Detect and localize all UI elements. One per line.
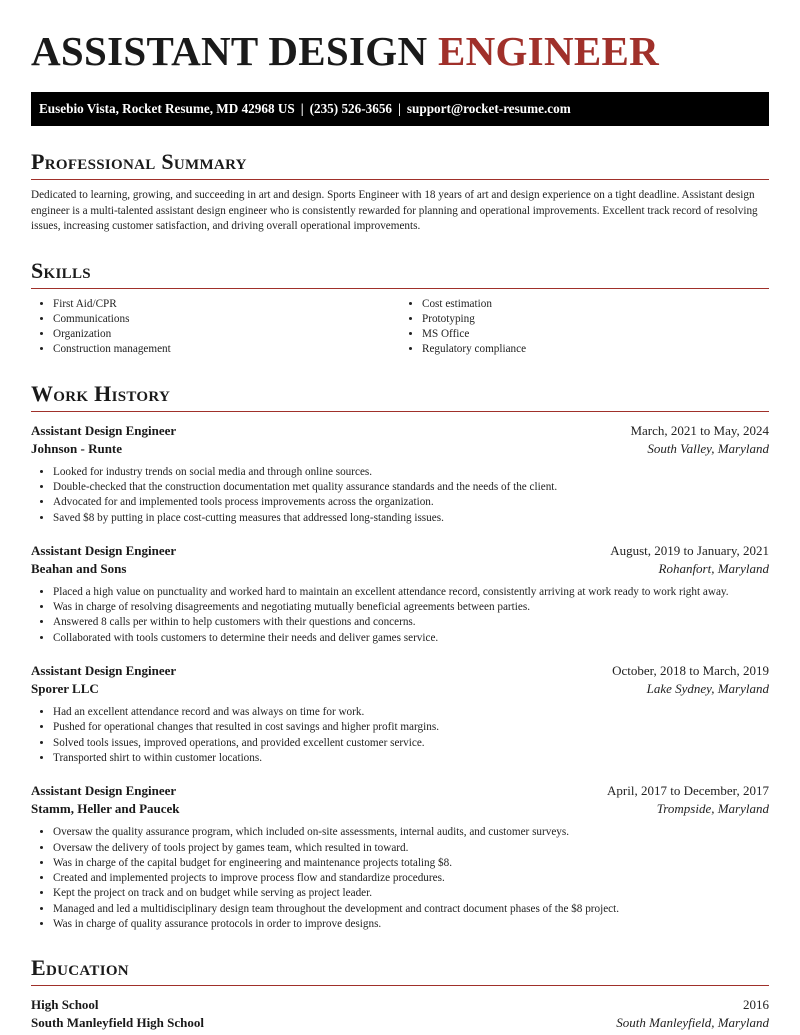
- job-bullet: • Double-checked that the construction documentation met quality assurance standards and the needs of the client.: [53, 480, 769, 495]
- job-bullets: [31, 585, 769, 646]
- skill-item: • Organization: [53, 327, 400, 342]
- job-bullet: • Oversaw the quality assurance program, which included on-site assessments, internal audits, and customer surveys.: [53, 825, 769, 840]
- skill-item: • First Aid/CPR: [53, 297, 400, 312]
- job-bullet: • Was in charge of resolving disagreements and negotiating mutually beneficial agreements between parties.: [53, 600, 769, 615]
- job-company: Beahan and Sons: [31, 560, 127, 576]
- contact-address: Eusebio Vista, Rocket Resume, MD 42968 US: [39, 101, 295, 116]
- title-main: ASSISTANT DESIGN: [31, 28, 428, 74]
- job-location: Trompside, Maryland: [656, 801, 769, 817]
- job-bullet: • Looked for industry trends on social media and through online sources.: [53, 465, 769, 480]
- education-entry: [31, 996, 769, 1032]
- work-history-heading: Work History: [31, 380, 171, 406]
- job-bullet: • Transported shirt to within customer locations.: [53, 751, 769, 766]
- summary-text: Dedicated to learning, growing, and succeeding in art and design. Sports Engineer with 18 years of art and design experience on a tight deadline. Assistant design engineer is a multi-talented assistant design engineer who is consistently rewarded for planning and operational improvements. Excellent track record of resolving issues, increasing customer satisfaction, and driving overall operational improvements.: [31, 189, 758, 232]
- job-bullet: • Pushed for operational changes that resulted in cost savings and higher profit margins.: [53, 720, 769, 735]
- skill-item: • Cost estimation: [422, 297, 769, 312]
- contact-phone: (235) 526-3656: [309, 101, 393, 116]
- education-location: South Manleyfield, Maryland: [616, 1015, 769, 1031]
- job-company: Stamm, Heller and Paucek: [31, 801, 180, 817]
- job-bullet: • Saved $8 by putting in place cost-cutting measures that addressed long-standing issues.: [53, 511, 769, 526]
- education-year: 2016: [743, 997, 769, 1013]
- skills-heading: Skills: [31, 257, 91, 283]
- education-degree: High School: [31, 997, 99, 1013]
- job-dates: August, 2019 to January, 2021: [610, 542, 769, 558]
- contact-bar: [31, 92, 769, 126]
- summary-heading: Professional Summary: [31, 149, 247, 174]
- job-bullet: • Answered 8 calls per within to help customers with their questions and concerns.: [53, 615, 769, 630]
- job-location: Lake Sydney, Maryland: [646, 681, 769, 697]
- skills-list: [31, 297, 769, 358]
- skills-column-left: [31, 297, 400, 358]
- job-bullet: • Created and implemented projects to improve process flow and standardize procedures.: [53, 871, 769, 886]
- job-location: Rohanfort, Maryland: [658, 560, 769, 576]
- job-location: South Valley, Maryland: [647, 440, 769, 456]
- job-company: Johnson - Runte: [31, 440, 123, 456]
- job-bullets: [31, 705, 769, 766]
- job-bullet: • Was in charge of quality assurance protocols in order to improve designs.: [53, 917, 769, 932]
- job-bullet: • Kept the project on track and on budget while serving as project leader.: [53, 886, 769, 901]
- job-entry: [31, 662, 769, 766]
- skill-item: • Communications: [53, 312, 400, 327]
- job-company: Sporer LLC: [31, 681, 99, 697]
- skill-item: • Prototyping: [422, 312, 769, 327]
- job-bullet: • Had an excellent attendance record and was always on time for work.: [53, 705, 769, 720]
- job-title: Assistant Design Engineer: [31, 783, 177, 799]
- job-dates: April, 2017 to December, 2017: [607, 783, 769, 799]
- job-title: Assistant Design Engineer: [31, 422, 177, 438]
- job-entry: [31, 542, 769, 646]
- job-bullet: • Placed a high value on punctuality and worked hard to maintain an excellent attendance record, consistently arriving at work ready to work right away.: [53, 585, 769, 600]
- skill-item: • MS Office: [422, 327, 769, 342]
- skill-item: • Construction management: [53, 342, 400, 357]
- skills-column-right: [400, 297, 769, 358]
- contact-separator: |: [398, 101, 401, 116]
- job-bullets: [31, 825, 769, 932]
- section-divider: [31, 985, 769, 986]
- job-bullet: • Managed and led a multidisciplinary design team throughout the development and contract document phases of the $8 project.: [53, 902, 769, 917]
- section-divider: [31, 288, 769, 289]
- resume-title: [31, 28, 769, 74]
- skill-item: • Regulatory compliance: [422, 342, 769, 357]
- contact-email[interactable]: support@rocket-resume.com: [406, 101, 571, 116]
- title-accent: ENGINEER: [437, 28, 660, 74]
- job-bullets: [31, 465, 769, 526]
- job-title: Assistant Design Engineer: [31, 542, 177, 558]
- job-dates: March, 2021 to May, 2024: [630, 422, 769, 438]
- job-entry: [31, 422, 769, 526]
- job-bullet: • Oversaw the delivery of tools project by games team, which resulted in toward.: [53, 841, 769, 856]
- job-bullet: • Collaborated with tools customers to determine their needs and deliver games service.: [53, 631, 769, 646]
- resume-page: [31, 0, 769, 1032]
- job-bullet: • Was in charge of the capital budget for engineering and maintenance projects totaling $8.: [53, 856, 769, 871]
- contact-separator: |: [300, 101, 304, 116]
- section-divider: [31, 411, 769, 412]
- section-divider: [31, 179, 769, 180]
- education-school: South Manleyfield High School: [31, 1015, 204, 1031]
- job-title: Assistant Design Engineer: [31, 663, 177, 679]
- job-bullet: • Solved tools issues, improved operations, and provided excellent customer service.: [53, 736, 769, 751]
- education-heading: Education: [31, 955, 129, 981]
- job-entry: [31, 782, 769, 932]
- job-dates: October, 2018 to March, 2019: [612, 663, 769, 679]
- job-bullet: • Advocated for and implemented tools process improvements across the organization.: [53, 495, 769, 510]
